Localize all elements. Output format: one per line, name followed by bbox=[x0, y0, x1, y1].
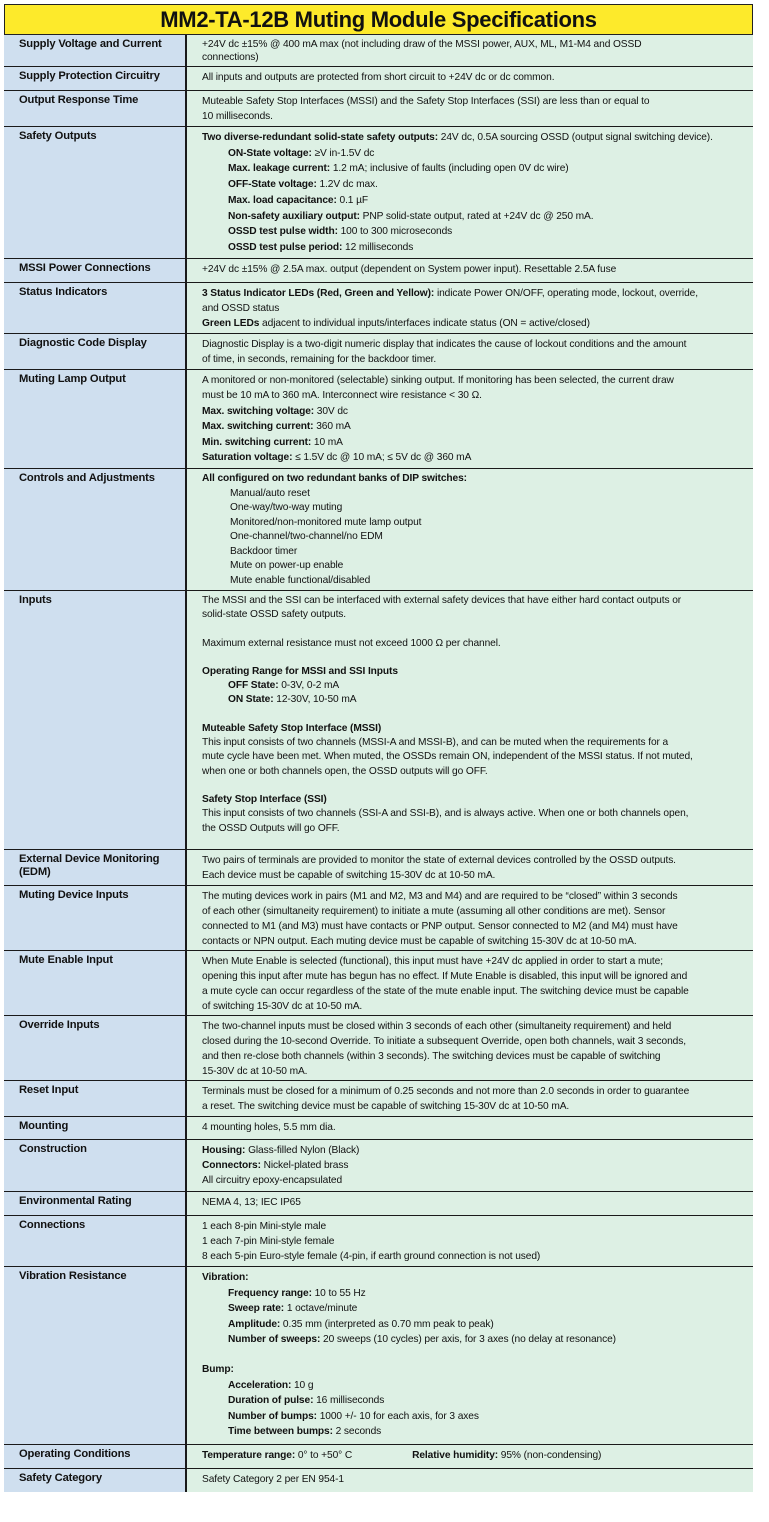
spec-row-edm bbox=[4, 850, 753, 886]
spec-row-inputs bbox=[4, 591, 753, 850]
row-value: Temperature range: 0° to +50° C Relative humidity: 95% (non-condensing) bbox=[187, 1445, 753, 1468]
row-value: +24V dc ±15% @ 2.5A max. output (dependent on System power input). Resettable 2.5A fuse bbox=[187, 259, 753, 282]
spec-row-diagnostic-display bbox=[4, 334, 753, 370]
spec-row-safety-category bbox=[4, 1469, 753, 1492]
spec-row-safety-outputs bbox=[4, 127, 753, 259]
row-label: Status Indicators bbox=[4, 283, 187, 333]
row-value: Housing: Glass-filled Nylon (Black) Connectors: Nickel-plated brass All circuitry epoxy-encapsulated bbox=[187, 1140, 753, 1191]
spec-row-supply-protection bbox=[4, 67, 753, 91]
spec-sheet bbox=[4, 4, 753, 1492]
spec-row-override bbox=[4, 1016, 753, 1081]
row-label: Supply Protection Circuitry bbox=[4, 67, 187, 90]
row-label: Output Response Time bbox=[4, 91, 187, 126]
spec-row-mute-enable bbox=[4, 951, 753, 1016]
spec-row-reset bbox=[4, 1081, 753, 1117]
row-value: Vibration: Frequency range: 10 to 55 Hz Sweep rate: 1 octave/minute Amplitude: 0.35 mm (interpreted as 0.70 mm peak to peak) Number of sweeps: 20 sweeps (10 cycles) per axis, for 3 axes (no delay at resonance) Bump: Acceleration: 10 g Duration of pulse: 16 milliseconds Number of bumps: 1000 +/- 10 for each axis, for 3 axes Time between bumps: 2 seconds bbox=[187, 1267, 753, 1444]
row-value: The two-channel inputs must be closed within 3 seconds of each other (simultaneity requirement) and held closed during the 10-second Override. To initiate a subsequent Override, open both channels, wait 3 seconds, and then re-close both channels (within 3 seconds). The switching devices must be capable of switching 15-30V dc at 10-50 mA. bbox=[187, 1016, 753, 1080]
row-value: 1 each 8-pin Mini-style male 1 each 7-pin Mini-style female 8 each 5-pin Euro-style female (4-pin, if earth ground connection is not used) bbox=[187, 1216, 753, 1266]
row-label: Vibration Resistance bbox=[4, 1267, 187, 1444]
row-label: Connections bbox=[4, 1216, 187, 1266]
spec-row-controls bbox=[4, 469, 753, 591]
row-value: All configured on two redundant banks of DIP switches: Manual/auto reset One-way/two-way muting Monitored/non-monitored mute lamp output One-channel/two-channel/no EDM Backdoor timer Mute on power-up enable Mute enable functional/disabled bbox=[187, 469, 753, 590]
row-value: All inputs and outputs are protected from short circuit to +24V dc or dc common. bbox=[187, 67, 753, 90]
page-title: MM2-TA-12B Muting Module Specifications bbox=[4, 4, 753, 35]
row-label: Muting Device Inputs bbox=[4, 886, 187, 950]
row-value: Diagnostic Display is a two-digit numeric display that indicates the cause of lockout conditions and the amount of time, in seconds, remaining for the backdoor timer. bbox=[187, 334, 753, 369]
spec-row-construction bbox=[4, 1140, 753, 1192]
row-label: Inputs bbox=[4, 591, 187, 849]
row-label: Override Inputs bbox=[4, 1016, 187, 1080]
row-value: 4 mounting holes, 5.5 mm dia. bbox=[187, 1117, 753, 1139]
row-label: Operating Conditions bbox=[4, 1445, 187, 1468]
row-value: +24V dc ±15% @ 400 mA max (not including draw of the MSSI power, AUX, ML, M1-M4 and OSSD connections) bbox=[187, 35, 753, 66]
row-label: External Device Monitoring (EDM) bbox=[4, 850, 187, 885]
row-value: Muteable Safety Stop Interfaces (MSSI) and the Safety Stop Interfaces (SSI) are less than or equal to 10 milliseconds. bbox=[187, 91, 753, 126]
row-value: The MSSI and the SSI can be interfaced with external safety devices that have either hard contact outputs or solid-state OSSD safety outputs. Maximum external resistance must not exceed 1000 Ω per channel. Operating Range for MSSI and SSI Inputs OFF State: 0-3V, 0-2 mA ON State: 12-30V, 10-50 mA Muteable Safety Stop Interface (MSSI) This input consists of two channels (MSSI-A and MSSI-B), and can be muted when the requirements for a mute cycle have been met. When muted, the OSSDs remain ON, independent of the MSSI status. If not muted, when one or both channels open, the OSSD outputs will go OFF. Safety Stop Interface (SSI) This input consists of two channels (SSI-A and SSI-B), and is always active. When one or both channels open, the OSSD Outputs will go OFF. bbox=[187, 591, 753, 849]
row-value: NEMA 4, 13; IEC IP65 bbox=[187, 1192, 753, 1215]
row-label: Supply Voltage and Current bbox=[4, 35, 187, 66]
row-label: Environmental Rating bbox=[4, 1192, 187, 1215]
spec-row-operating-conditions bbox=[4, 1445, 753, 1469]
row-label: Controls and Adjustments bbox=[4, 469, 187, 590]
row-label: Safety Outputs bbox=[4, 127, 187, 258]
row-label: Construction bbox=[4, 1140, 187, 1191]
row-value: A monitored or non-monitored (selectable) sinking output. If monitoring has been selected, the current draw must be 10 mA to 360 mA. Interconnect wire resistance < 30 Ω. Max. switching voltage: 30V dc Max. switching current: 360 mA Min. switching current: 10 mA Saturation voltage: ≤ 1.5V dc @ 10 mA; ≤ 5V dc @ 360 mA bbox=[187, 370, 753, 468]
row-label: Muting Lamp Output bbox=[4, 370, 187, 468]
row-value: Terminals must be closed for a minimum of 0.25 seconds and not more than 2.0 seconds in order to guarantee a reset. The switching device must be capable of switching 15-30V dc at 10-50 mA. bbox=[187, 1081, 753, 1116]
spec-row-muting-lamp bbox=[4, 370, 753, 469]
spec-row-status-indicators bbox=[4, 283, 753, 334]
row-value: 3 Status Indicator LEDs (Red, Green and Yellow): indicate Power ON/OFF, operating mode, lockout, override, and OSSD status Green LEDs adjacent to individual inputs/interfaces indicate status (ON = active/closed) bbox=[187, 283, 753, 333]
row-value: Two diverse-redundant solid-state safety outputs: 24V dc, 0.5A sourcing OSSD (output signal switching device). ON-State voltage: ≥V in-1.5V dc Max. leakage current: 1.2 mA; inclusive of faults (including open 0V dc wire) OFF-State voltage: 1.2V dc max. Max. load capacitance: 0.1 µF Non-safety auxiliary output: PNP solid-state output, rated at +24V dc @ 250 mA. OSSD test pulse width: 100 to 300 microseconds OSSD test pulse period: 12 milliseconds bbox=[187, 127, 753, 258]
row-label: Mute Enable Input bbox=[4, 951, 187, 1015]
row-label: Safety Category bbox=[4, 1469, 187, 1492]
spec-row-mounting bbox=[4, 1117, 753, 1140]
spec-row-vibration bbox=[4, 1267, 753, 1445]
row-label: Diagnostic Code Display bbox=[4, 334, 187, 369]
row-label: Reset Input bbox=[4, 1081, 187, 1116]
row-value: The muting devices work in pairs (M1 and M2, M3 and M4) and are required to be “closed” within 3 seconds of each other (simultaneity requirement) to initiate a mute (assuming all other conditions are met). Sensor connected to M1 (and M3) must have contacts or PNP output. Sensor connected to M2 (and M4) must have contacts or NPN output. Each muting device must be capable of switching 15-30V dc at 10-50 mA. bbox=[187, 886, 753, 950]
spec-row-output-response bbox=[4, 91, 753, 127]
row-label: MSSI Power Connections bbox=[4, 259, 187, 282]
spec-row-mssi-power bbox=[4, 259, 753, 283]
row-value: Two pairs of terminals are provided to monitor the state of external devices controlled by the OSSD outputs. Each device must be capable of switching 15-30V dc at 10-50 mA. bbox=[187, 850, 753, 885]
spec-row-muting-device bbox=[4, 886, 753, 951]
spec-row-connections bbox=[4, 1216, 753, 1267]
row-value: Safety Category 2 per EN 954-1 bbox=[187, 1469, 753, 1492]
row-value: When Mute Enable is selected (functional), this input must have +24V dc applied in order to start a mute; opening this input after mute has begun has no effect. If Mute Enable is disabled, this input will be ignored and a mute cycle can occur regardless of the state of the mute enable input. The switching device must be capable of switching 15-30V dc at 10-50 mA. bbox=[187, 951, 753, 1015]
row-label: Mounting bbox=[4, 1117, 187, 1139]
spec-row-environmental bbox=[4, 1192, 753, 1216]
spec-row-supply-voltage bbox=[4, 35, 753, 67]
